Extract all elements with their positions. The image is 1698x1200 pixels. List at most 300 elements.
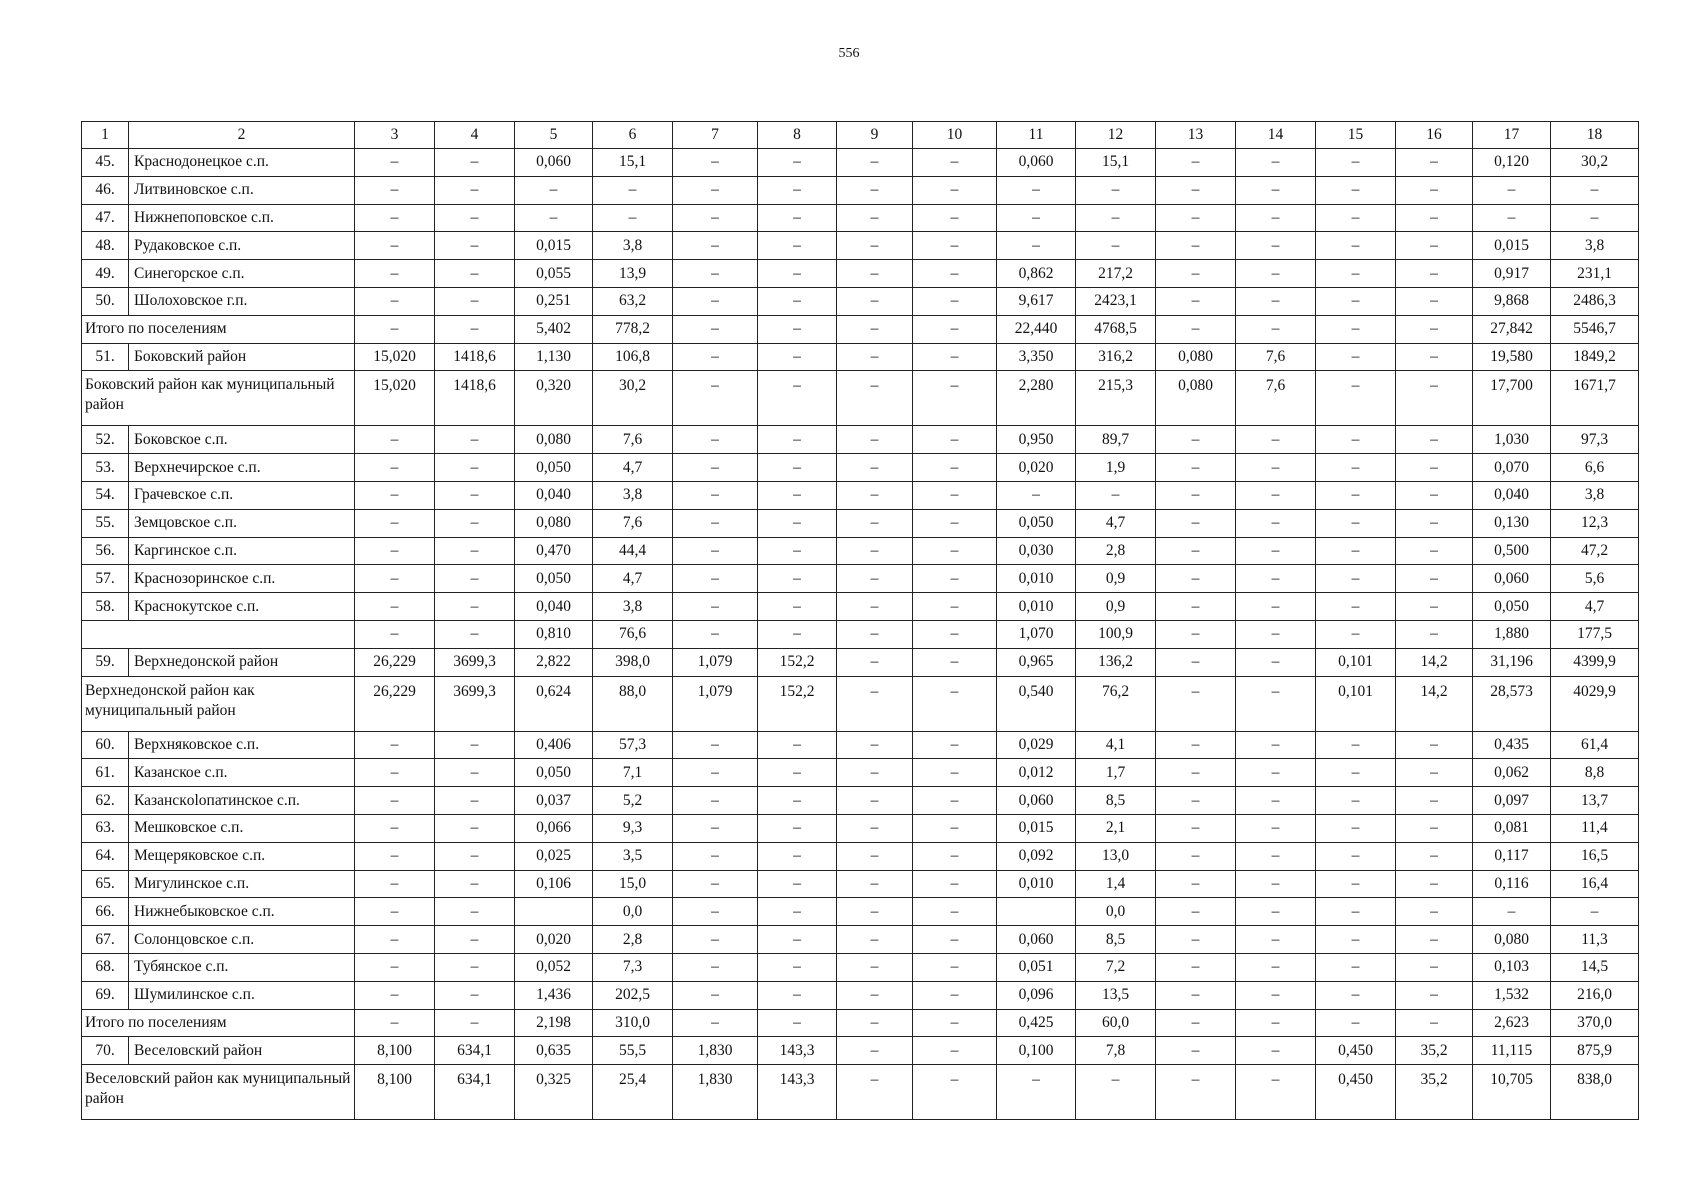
- row-label: Итого по поселениям: [82, 315, 355, 343]
- value-cell: –: [913, 371, 997, 426]
- value-cell: –: [913, 731, 997, 759]
- value-cell: 0,100: [997, 1037, 1076, 1065]
- value-cell: 17,700: [1473, 371, 1551, 426]
- value-cell: –: [355, 787, 435, 815]
- value-cell: –: [1551, 898, 1639, 926]
- value-cell: –: [1236, 676, 1316, 731]
- value-cell: 398,0: [593, 648, 673, 676]
- value-cell: –: [1236, 260, 1316, 288]
- value-cell: 0,062: [1473, 759, 1551, 787]
- value-cell: 22,440: [997, 315, 1076, 343]
- value-cell: 60,0: [1076, 1009, 1156, 1037]
- row-name: Краснокутское с.п.: [129, 593, 355, 621]
- value-cell: 63,2: [593, 287, 673, 315]
- value-cell: 0,097: [1473, 787, 1551, 815]
- value-cell: –: [1316, 149, 1396, 177]
- value-cell: –: [435, 565, 515, 593]
- value-cell: –: [837, 620, 913, 648]
- column-header: 13: [1156, 122, 1236, 149]
- value-cell: 0,862: [997, 260, 1076, 288]
- value-cell: –: [1076, 232, 1156, 260]
- value-cell: –: [1156, 426, 1236, 454]
- value-cell: 31,196: [1473, 648, 1551, 676]
- value-cell: 216,0: [1551, 981, 1639, 1009]
- value-cell: –: [1396, 842, 1473, 870]
- value-cell: –: [913, 953, 997, 981]
- value-cell: –: [913, 343, 997, 371]
- value-cell: –: [355, 176, 435, 204]
- value-cell: 0,130: [1473, 509, 1551, 537]
- value-cell: –: [913, 565, 997, 593]
- value-cell: –: [837, 537, 913, 565]
- value-cell: –: [593, 204, 673, 232]
- table-row: [82, 176, 1639, 204]
- value-cell: –: [435, 287, 515, 315]
- value-cell: –: [1316, 481, 1396, 509]
- value-cell: 0,010: [997, 565, 1076, 593]
- column-header: 8: [758, 122, 837, 149]
- value-cell: 1,4: [1076, 870, 1156, 898]
- value-cell: –: [913, 176, 997, 204]
- value-cell: –: [837, 593, 913, 621]
- table-row: [82, 315, 1639, 343]
- value-cell: –: [758, 204, 837, 232]
- table-row: [82, 676, 1639, 731]
- value-cell: –: [1316, 204, 1396, 232]
- value-cell: 0,060: [997, 149, 1076, 177]
- value-cell: –: [1316, 176, 1396, 204]
- column-header: 16: [1396, 122, 1473, 149]
- value-cell: –: [355, 759, 435, 787]
- row-name: Рудаковское с.п.: [129, 232, 355, 260]
- value-cell: –: [913, 898, 997, 926]
- value-cell: –: [913, 232, 997, 260]
- value-cell: –: [837, 176, 913, 204]
- value-cell: 5546,7: [1551, 315, 1639, 343]
- value-cell: –: [1076, 1065, 1156, 1120]
- value-cell: –: [997, 481, 1076, 509]
- value-cell: –: [913, 1009, 997, 1037]
- value-cell: –: [758, 565, 837, 593]
- value-cell: 0,500: [1473, 537, 1551, 565]
- value-cell: 15,020: [355, 343, 435, 371]
- value-cell: –: [1156, 1065, 1236, 1120]
- value-cell: –: [515, 176, 593, 204]
- value-cell: –: [673, 315, 758, 343]
- value-cell: –: [435, 481, 515, 509]
- value-cell: –: [1156, 842, 1236, 870]
- value-cell: –: [1316, 371, 1396, 426]
- row-name: Нижнебыковское с.п.: [129, 898, 355, 926]
- value-cell: 1849,2: [1551, 343, 1639, 371]
- value-cell: –: [837, 454, 913, 482]
- value-cell: 0,470: [515, 537, 593, 565]
- value-cell: –: [913, 287, 997, 315]
- value-cell: 4768,5: [1076, 315, 1156, 343]
- table-row: [82, 731, 1639, 759]
- value-cell: –: [1236, 565, 1316, 593]
- value-cell: 100,9: [1076, 620, 1156, 648]
- value-cell: 0,117: [1473, 842, 1551, 870]
- value-cell: –: [1316, 565, 1396, 593]
- value-cell: –: [1236, 537, 1316, 565]
- value-cell: –: [1156, 537, 1236, 565]
- value-cell: –: [913, 481, 997, 509]
- value-cell: –: [1396, 953, 1473, 981]
- value-cell: –: [1236, 204, 1316, 232]
- value-cell: –: [837, 953, 913, 981]
- value-cell: 0,624: [515, 676, 593, 731]
- table-row: [82, 1037, 1639, 1065]
- value-cell: 4029,9: [1551, 676, 1639, 731]
- value-cell: 15,0: [593, 870, 673, 898]
- value-cell: –: [1156, 676, 1236, 731]
- value-cell: –: [913, 315, 997, 343]
- column-header: 11: [997, 122, 1076, 149]
- table-row: [82, 787, 1639, 815]
- row-name: Верхняковское с.п.: [129, 731, 355, 759]
- value-cell: 143,3: [758, 1037, 837, 1065]
- column-header: 3: [355, 122, 435, 149]
- value-cell: –: [758, 814, 837, 842]
- value-cell: –: [673, 593, 758, 621]
- value-cell: –: [837, 371, 913, 426]
- value-cell: 0,406: [515, 731, 593, 759]
- value-cell: –: [1156, 260, 1236, 288]
- value-cell: 30,2: [1551, 149, 1639, 177]
- table-row: [82, 981, 1639, 1009]
- table-row: [82, 537, 1639, 565]
- value-cell: –: [1236, 814, 1316, 842]
- value-cell: –: [355, 842, 435, 870]
- value-cell: –: [435, 1009, 515, 1037]
- value-cell: 13,5: [1076, 981, 1156, 1009]
- value-cell: 2,8: [1076, 537, 1156, 565]
- value-cell: –: [355, 981, 435, 1009]
- value-cell: –: [1396, 898, 1473, 926]
- value-cell: 3,5: [593, 842, 673, 870]
- value-cell: –: [673, 204, 758, 232]
- value-cell: –: [837, 565, 913, 593]
- value-cell: –: [673, 176, 758, 204]
- row-label: Верхнедонской район как муниципальный район: [82, 676, 355, 731]
- column-header: 2: [129, 122, 355, 149]
- value-cell: 0,101: [1316, 676, 1396, 731]
- value-cell: –: [913, 1065, 997, 1120]
- value-cell: –: [673, 343, 758, 371]
- value-cell: 0,040: [1473, 481, 1551, 509]
- value-cell: –: [1236, 898, 1316, 926]
- value-cell: –: [837, 926, 913, 954]
- value-cell: –: [758, 953, 837, 981]
- value-cell: –: [1156, 926, 1236, 954]
- value-cell: –: [355, 731, 435, 759]
- value-cell: –: [1236, 620, 1316, 648]
- value-cell: 1,532: [1473, 981, 1551, 1009]
- value-cell: –: [837, 870, 913, 898]
- value-cell: –: [355, 898, 435, 926]
- row-number: 63.: [82, 814, 129, 842]
- value-cell: 0,425: [997, 1009, 1076, 1037]
- value-cell: –: [1236, 1065, 1316, 1120]
- value-cell: –: [1396, 759, 1473, 787]
- value-cell: 0,9: [1076, 593, 1156, 621]
- value-cell: –: [1316, 926, 1396, 954]
- value-cell: 4,7: [1551, 593, 1639, 621]
- value-cell: 3,8: [593, 481, 673, 509]
- value-cell: 0,092: [997, 842, 1076, 870]
- table-header-row: [82, 122, 1639, 149]
- value-cell: –: [913, 509, 997, 537]
- row-name: Тубянское с.п.: [129, 953, 355, 981]
- value-cell: –: [435, 204, 515, 232]
- value-cell: 634,1: [435, 1037, 515, 1065]
- value-cell: –: [673, 842, 758, 870]
- row-number: 54.: [82, 481, 129, 509]
- value-cell: –: [1316, 620, 1396, 648]
- value-cell: –: [673, 481, 758, 509]
- column-header: 15: [1316, 122, 1396, 149]
- value-cell: –: [673, 1009, 758, 1037]
- value-cell: –: [1236, 426, 1316, 454]
- row-name: Шумилинское с.п.: [129, 981, 355, 1009]
- value-cell: 0,116: [1473, 870, 1551, 898]
- row-number: 56.: [82, 537, 129, 565]
- value-cell: –: [1156, 315, 1236, 343]
- value-cell: –: [837, 287, 913, 315]
- value-cell: 11,4: [1551, 814, 1639, 842]
- value-cell: –: [1316, 731, 1396, 759]
- value-cell: 0,010: [997, 870, 1076, 898]
- value-cell: –: [837, 787, 913, 815]
- value-cell: –: [1236, 315, 1316, 343]
- value-cell: 7,6: [1236, 343, 1316, 371]
- value-cell: 1,130: [515, 343, 593, 371]
- value-cell: –: [1156, 731, 1236, 759]
- value-cell: –: [355, 953, 435, 981]
- value-cell: 16,5: [1551, 842, 1639, 870]
- column-header: 5: [515, 122, 593, 149]
- value-cell: 106,8: [593, 343, 673, 371]
- value-cell: –: [673, 898, 758, 926]
- value-cell: –: [997, 176, 1076, 204]
- value-cell: 9,617: [997, 287, 1076, 315]
- row-number: 65.: [82, 870, 129, 898]
- value-cell: –: [355, 481, 435, 509]
- value-cell: 0,012: [997, 759, 1076, 787]
- value-cell: –: [673, 426, 758, 454]
- value-cell: –: [1156, 593, 1236, 621]
- row-name: Боковское с.п.: [129, 426, 355, 454]
- value-cell: –: [435, 454, 515, 482]
- value-cell: –: [1396, 870, 1473, 898]
- value-cell: 2,822: [515, 648, 593, 676]
- value-cell: –: [1236, 759, 1316, 787]
- value-cell: –: [435, 593, 515, 621]
- value-cell: –: [1396, 232, 1473, 260]
- value-cell: 0,080: [1156, 371, 1236, 426]
- value-cell: –: [1156, 870, 1236, 898]
- value-cell: –: [435, 176, 515, 204]
- value-cell: –: [1236, 731, 1316, 759]
- value-cell: –: [355, 315, 435, 343]
- value-cell: –: [673, 759, 758, 787]
- value-cell: –: [837, 509, 913, 537]
- value-cell: –: [837, 315, 913, 343]
- table-row: [82, 565, 1639, 593]
- value-cell: –: [355, 260, 435, 288]
- value-cell: –: [1396, 787, 1473, 815]
- value-cell: –: [435, 787, 515, 815]
- value-cell: –: [673, 287, 758, 315]
- value-cell: –: [837, 648, 913, 676]
- value-cell: 7,2: [1076, 953, 1156, 981]
- value-cell: –: [837, 343, 913, 371]
- value-cell: –: [1396, 814, 1473, 842]
- value-cell: 1,830: [673, 1037, 758, 1065]
- value-cell: –: [355, 814, 435, 842]
- value-cell: 136,2: [1076, 648, 1156, 676]
- row-label: Боковский район как муниципальный район: [82, 371, 355, 426]
- value-cell: –: [913, 870, 997, 898]
- value-cell: 7,1: [593, 759, 673, 787]
- value-cell: –: [1316, 454, 1396, 482]
- table-row: [82, 371, 1639, 426]
- value-cell: –: [1156, 787, 1236, 815]
- column-header: 7: [673, 122, 758, 149]
- value-cell: –: [758, 454, 837, 482]
- value-cell: 231,1: [1551, 260, 1639, 288]
- value-cell: 370,0: [1551, 1009, 1639, 1037]
- value-cell: 0,051: [997, 953, 1076, 981]
- value-cell: –: [673, 870, 758, 898]
- value-cell: 0,9: [1076, 565, 1156, 593]
- table-row: [82, 898, 1639, 926]
- row-number: 58.: [82, 593, 129, 621]
- value-cell: 11,115: [1473, 1037, 1551, 1065]
- row-name: Верхнечирское с.п.: [129, 454, 355, 482]
- value-cell: –: [355, 232, 435, 260]
- value-cell: –: [1396, 1009, 1473, 1037]
- value-cell: 0,081: [1473, 814, 1551, 842]
- value-cell: –: [1396, 454, 1473, 482]
- value-cell: 0,450: [1316, 1037, 1396, 1065]
- value-cell: –: [435, 731, 515, 759]
- value-cell: –: [913, 926, 997, 954]
- value-cell: 0,103: [1473, 953, 1551, 981]
- value-cell: –: [837, 842, 913, 870]
- value-cell: –: [673, 149, 758, 177]
- value-cell: 14,2: [1396, 676, 1473, 731]
- value-cell: –: [673, 260, 758, 288]
- value-cell: –: [1316, 593, 1396, 621]
- value-cell: –: [435, 953, 515, 981]
- value-cell: –: [758, 343, 837, 371]
- value-cell: –: [1156, 176, 1236, 204]
- table-row: [82, 287, 1639, 315]
- row-number: 68.: [82, 953, 129, 981]
- row-number: 59.: [82, 648, 129, 676]
- value-cell: 0,060: [515, 149, 593, 177]
- value-cell: –: [1396, 537, 1473, 565]
- value-cell: 316,2: [1076, 343, 1156, 371]
- value-cell: –: [435, 814, 515, 842]
- value-cell: –: [758, 842, 837, 870]
- value-cell: –: [997, 232, 1076, 260]
- table-row: [82, 620, 1639, 648]
- row-name: Казанскolопатинское с.п.: [129, 787, 355, 815]
- row-number: 66.: [82, 898, 129, 926]
- value-cell: –: [1396, 343, 1473, 371]
- row-name: Краснозоринское с.п.: [129, 565, 355, 593]
- value-cell: –: [1316, 870, 1396, 898]
- value-cell: 0,0: [593, 898, 673, 926]
- value-cell: –: [837, 232, 913, 260]
- row-name: Синегорское с.п.: [129, 260, 355, 288]
- value-cell: –: [355, 149, 435, 177]
- row-name: Мещеряковское с.п.: [129, 842, 355, 870]
- value-cell: 0,0: [1076, 898, 1156, 926]
- value-cell: 0,080: [515, 426, 593, 454]
- value-cell: –: [837, 149, 913, 177]
- value-cell: 55,5: [593, 1037, 673, 1065]
- value-cell: 0,106: [515, 870, 593, 898]
- value-cell: –: [673, 371, 758, 426]
- row-name: Нижнепоповское с.п.: [129, 204, 355, 232]
- value-cell: 0,030: [997, 537, 1076, 565]
- value-cell: –: [673, 232, 758, 260]
- value-cell: 1671,7: [1551, 371, 1639, 426]
- value-cell: –: [1156, 1037, 1236, 1065]
- value-cell: –: [1473, 898, 1551, 926]
- row-number: 50.: [82, 287, 129, 315]
- row-name: Шолоховское г.п.: [129, 287, 355, 315]
- value-cell: 0,320: [515, 371, 593, 426]
- value-cell: –: [758, 176, 837, 204]
- value-cell: –: [913, 787, 997, 815]
- value-cell: –: [758, 149, 837, 177]
- value-cell: –: [1076, 204, 1156, 232]
- value-cell: –: [913, 593, 997, 621]
- value-cell: 0,060: [1473, 565, 1551, 593]
- value-cell: 2,623: [1473, 1009, 1551, 1037]
- value-cell: –: [758, 981, 837, 1009]
- table-row: [82, 509, 1639, 537]
- row-name: Казанское с.п.: [129, 759, 355, 787]
- value-cell: 9,3: [593, 814, 673, 842]
- value-cell: –: [435, 926, 515, 954]
- value-cell: 217,2: [1076, 260, 1156, 288]
- value-cell: 152,2: [758, 676, 837, 731]
- value-cell: 47,2: [1551, 537, 1639, 565]
- value-cell: –: [913, 260, 997, 288]
- value-cell: [515, 898, 593, 926]
- row-name: Веселовский район: [129, 1037, 355, 1065]
- value-cell: 0,020: [515, 926, 593, 954]
- value-cell: –: [1396, 426, 1473, 454]
- value-cell: –: [1236, 176, 1316, 204]
- value-cell: –: [758, 731, 837, 759]
- value-cell: –: [758, 620, 837, 648]
- value-cell: 28,573: [1473, 676, 1551, 731]
- value-cell: –: [1236, 787, 1316, 815]
- table-row: [82, 648, 1639, 676]
- value-cell: 13,9: [593, 260, 673, 288]
- value-cell: –: [355, 565, 435, 593]
- value-cell: 14,2: [1396, 648, 1473, 676]
- value-cell: 0,101: [1316, 648, 1396, 676]
- value-cell: 0,080: [515, 509, 593, 537]
